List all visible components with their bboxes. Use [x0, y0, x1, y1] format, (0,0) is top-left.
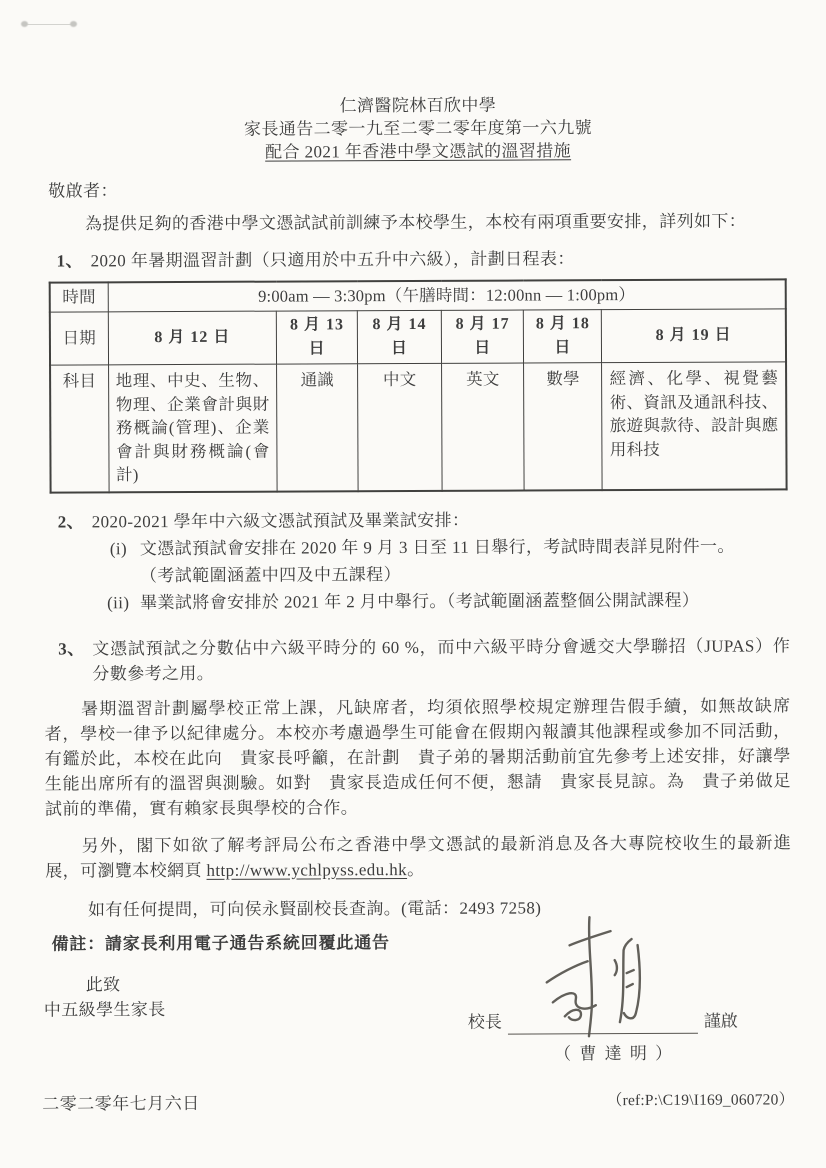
sub-i-text: 文憑試預試會安排在 2020 年 9 月 3 日至 11 日舉行，考試時間表詳見附件一。: [139, 536, 735, 558]
summer-revision-schedule-table: [49, 278, 788, 493]
date-cell: 8 月 17 日: [441, 310, 524, 363]
sub-i-label: (i): [109, 538, 128, 558]
subject-cell: 數學: [524, 363, 603, 490]
issue-date: 二零二零年七月六日: [42, 1093, 200, 1114]
subject-header-cell: 科目: [50, 365, 109, 492]
website-paragraph-text: 另外，閣下如欲了解考評局公布之香港中學文憑試的最新消息及各大專院校收生的最新進展，可瀏覽本校網頁: [45, 832, 792, 881]
item-2-number: 2、: [57, 511, 85, 532]
item-1-number: 1、: [56, 251, 83, 271]
date-cell: 8 月 14 日: [357, 310, 441, 363]
remark-line: 備註：請家長利用電子通告系統回覆此通告: [51, 932, 390, 954]
notice-subject: 配合 2021 年香港中學文憑試的溫習措施: [265, 141, 572, 162]
salutation: 敬啟者：: [48, 181, 118, 201]
intro-paragraph: 為提供足夠的香港中學文憑試試前訓練予本校學生，本校有兩項重要安排，詳列如下：: [84, 211, 747, 234]
table-row-time: [50, 279, 786, 312]
respect-label: 謹啟: [703, 1011, 738, 1031]
item-1-text: 2020 年暑期溫習計劃（只適用於中五升中六級），計劃日程表：: [90, 249, 575, 271]
notice-body: [43, 92, 792, 1022]
date-header-cell: 日期: [50, 312, 108, 365]
table-row-date: [50, 309, 786, 365]
subject-cell: 通識: [277, 364, 359, 491]
item-2-sub-i: [50, 533, 790, 561]
time-header-cell: 時間: [50, 282, 108, 312]
subject-cell: 中文: [358, 363, 442, 490]
date-cell: 8 月 13 日: [276, 311, 357, 364]
date-cell: 8 月 18 日: [524, 310, 602, 363]
school-website-link[interactable]: http://www.ychlpyss.edu.hk: [206, 859, 408, 880]
item-2: [50, 506, 790, 534]
website-paragraph-period: 。: [406, 859, 425, 879]
item-1: [49, 245, 789, 273]
website-paragraph: [45, 830, 791, 883]
sub-ii-label: (ii): [107, 592, 130, 612]
school-name: 仁濟醫院林百欣中學: [339, 95, 497, 116]
enquiry-paragraph: 如有任何提問，可向侯永賢副校長查詢。(電話：2493 7258): [87, 897, 542, 919]
closing-recipient: 中五級學生家長: [43, 999, 166, 1020]
time-value-cell: 9:00am — 3:30pm（午膳時間：12:00nn — 1:00pm）: [108, 279, 786, 311]
item-3-text: 文憑試預試之分數佔中六級平時分的 60 %，而中六級平時分會遞交大學聯招（JUPAS）作分數參考之用。: [92, 635, 791, 683]
attendance-paragraph: 暑期溫習計劃屬學校正常上課，凡缺席者，均須依照學校規定辦理告假手續，如無故缺席者，學校一律予以紀律處分。本校亦考慮過學生可能會在假期內報讀其他課程或參加不同活動，有鑑於此，本校在此向 貴家長呼籲，在計劃 貴子弟的暑期活動前宜先參考上述安排，好讓學生能出席所有的溫習與測驗。如對 貴家長造成任何不便，懇請 貴家長見諒。為 貴子弟做足試前的準備，實有賴家長與學校的合作。: [44, 695, 791, 819]
subject-cell: 英文: [442, 363, 525, 490]
subject-cell: 經濟、化學、視覺藝術、資訊及通訊科技、旅遊與款待、設計與應用科技: [602, 362, 787, 490]
item-3: [50, 633, 790, 686]
item-2-sub-ii: [50, 587, 790, 615]
notice-number-line: 家長通告二零一九至二零二零年度第一六九號: [243, 118, 593, 139]
principal-label: 校長: [467, 1012, 502, 1032]
closing-cizhi: 此致: [85, 974, 121, 994]
sub-i-scope-text: （考試範圍涵蓋中四及中五課程）: [139, 564, 401, 585]
title-block: [48, 92, 788, 164]
date-cell: 8 月 12 日: [108, 311, 277, 365]
principal-name: （ 曹 達 明 ）: [554, 1043, 675, 1064]
item-3-number: 3、: [58, 638, 85, 659]
subject-cell: 地理、中史、生物、物理、企業會計與財務概論(管理)、企業會計與財務概論(會計): [108, 364, 277, 492]
date-cell: 8 月 19 日: [602, 309, 786, 363]
item-2-text: 2020-2021 學年中六級文憑試預試及畢業試安排：: [91, 510, 470, 531]
table-row-subject: [50, 362, 787, 492]
item-2-sub-i-scope: [50, 560, 790, 588]
sub-ii-text: 畢業試將會安排於 2021 年 2 月中舉行。（考試範圍涵蓋整個公開試課程）: [140, 590, 700, 612]
reference-number: （ref:P:\C19\I169_060720）: [606, 1091, 795, 1110]
